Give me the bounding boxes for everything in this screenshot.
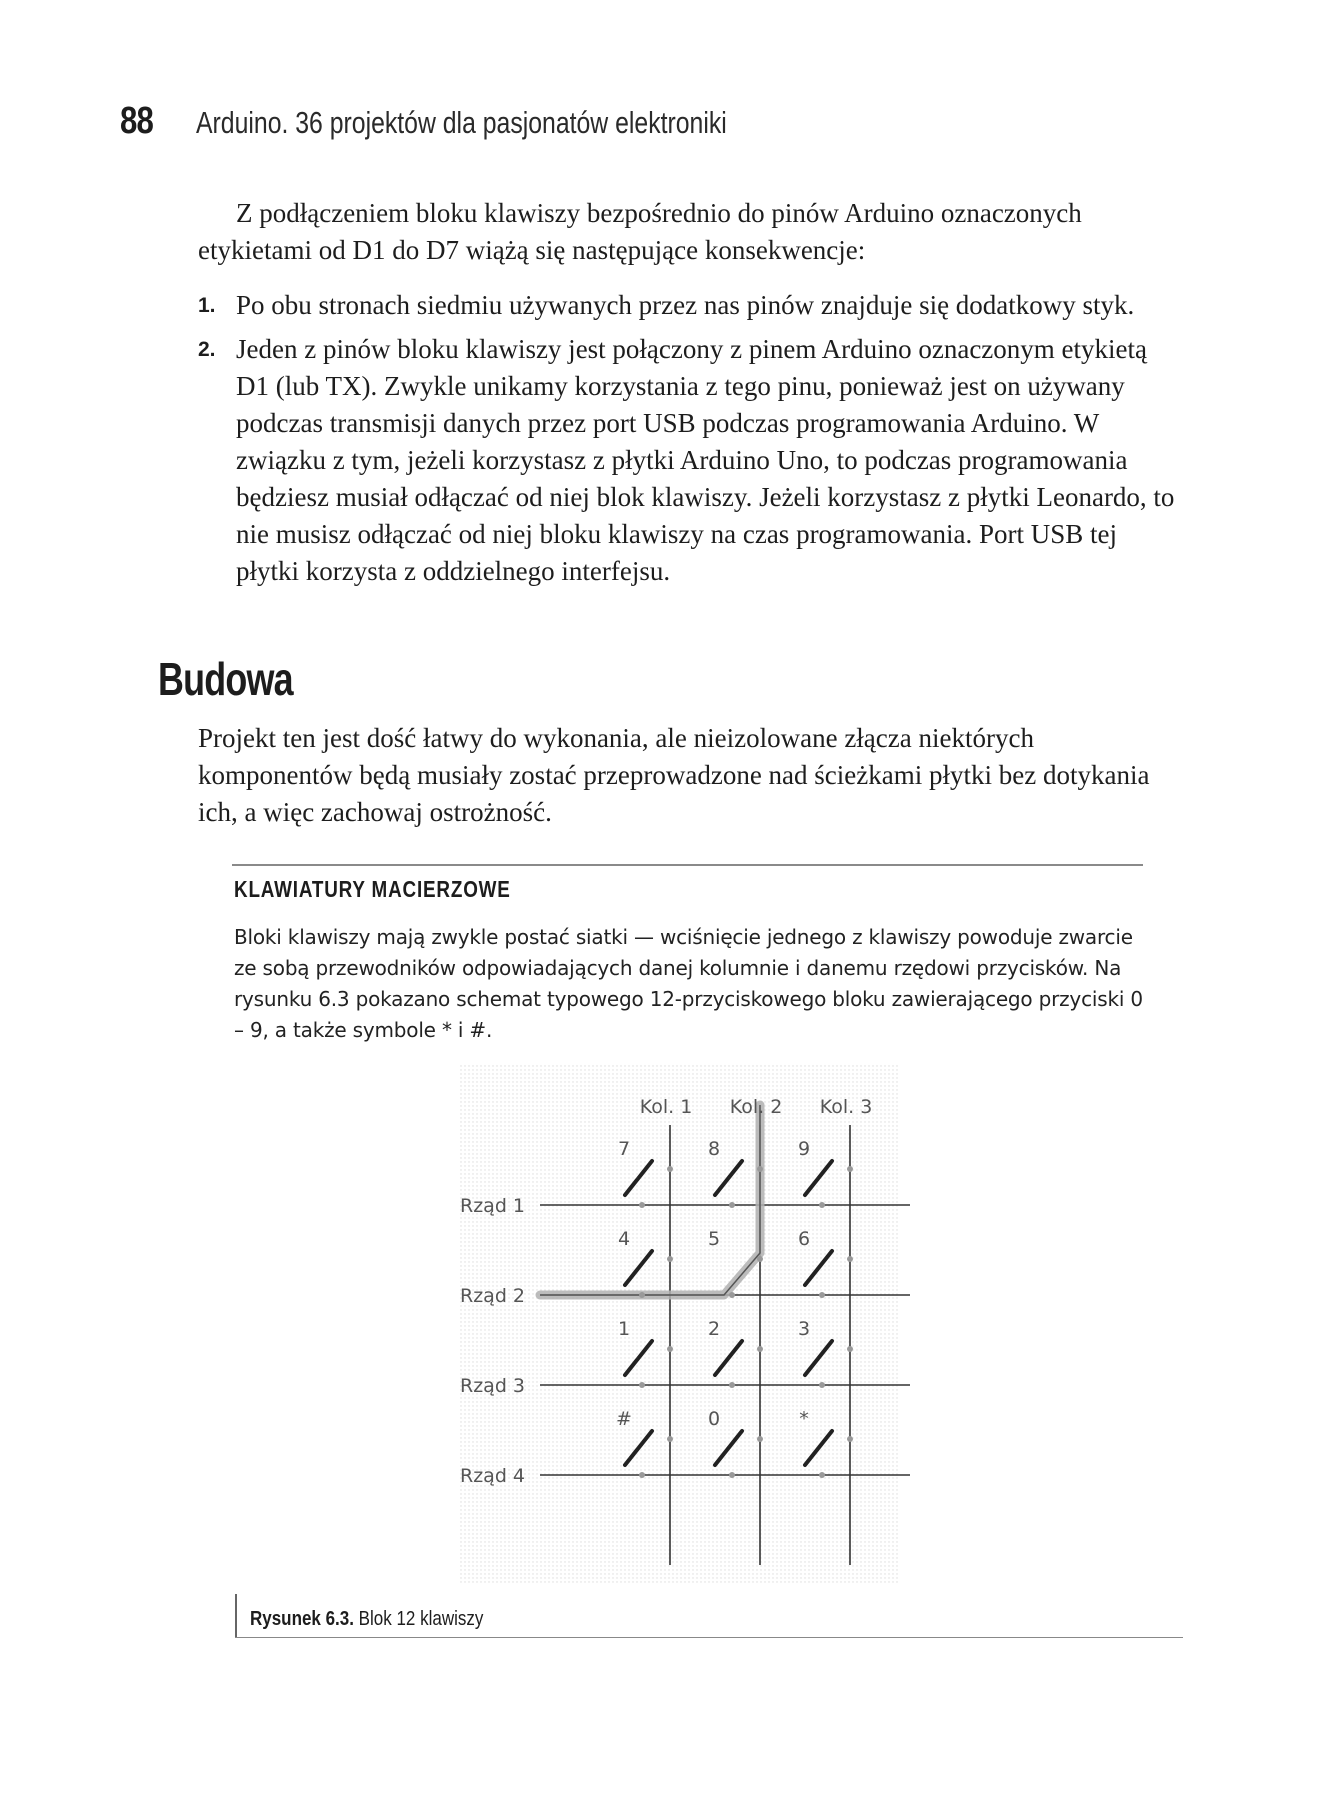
row-label: Rząd 1 bbox=[460, 1195, 526, 1217]
caption-bar bbox=[235, 1594, 237, 1638]
caption-text: Blok 12 klawiszy bbox=[358, 1608, 484, 1630]
section-paragraph: Projekt ten jest dość łatwy do wykonania, ale nieizolowane złącza niektórych komponentów będą musiały zostać przeprowadzone nad ścieżkami płytki bez dotykania ich, a więc zachowaj ostrożność. bbox=[198, 723, 1150, 827]
column-contact bbox=[847, 1436, 853, 1442]
column-label: Kol. 1 bbox=[639, 1096, 693, 1118]
numbered-list bbox=[198, 287, 1183, 597]
row-label: Rząd 3 bbox=[460, 1375, 526, 1397]
key-label: 6 bbox=[797, 1228, 811, 1250]
key-label: 5 bbox=[707, 1228, 721, 1250]
list-item-number: 1. bbox=[198, 294, 216, 317]
caption-label: Rysunek 6.3. bbox=[250, 1608, 354, 1630]
sidebar-title: KLAWIATURY MACIERZOWE bbox=[234, 876, 511, 902]
key-label: 7 bbox=[617, 1138, 631, 1160]
intro-paragraph: Z podłączeniem bloku klawiszy bezpośrednio do pinów Arduino oznaczonych etykietami od D1 do D7 wiążą się następujące konsekwencje: bbox=[198, 198, 1082, 265]
row-contact bbox=[639, 1382, 645, 1388]
keypad-diagram bbox=[440, 1065, 920, 1585]
key-label: 2 bbox=[707, 1318, 721, 1340]
list-item-text: Jeden z pinów bloku klawiszy jest połączony z pinem Arduino oznaczonym etykietą D1 (lub TX). Zwykle unikamy korzystania z tego pinu, ponieważ jest on używany podczas transmisji danych przez port USB podczas programowania Arduino. W związku z tym, jeżeli korzystasz z płytki Arduino Uno, to podczas programowania będziesz musiał odłączać od niej blok klawiszy. Jeżeli korzystasz z płytki Leonardo, to nie musisz odłączać od niej bloku klawiszy na czas programowania. Port USB tej płytki korzysta z oddzielnego interfejsu. bbox=[236, 334, 1175, 586]
column-contact bbox=[847, 1256, 853, 1262]
running-header bbox=[120, 100, 859, 150]
list-item bbox=[198, 287, 1183, 324]
key-label: 4 bbox=[617, 1228, 631, 1250]
row-contact bbox=[639, 1292, 645, 1298]
list-item-number: 2. bbox=[198, 338, 216, 361]
row-contact bbox=[819, 1382, 825, 1388]
column-label: Kol. 3 bbox=[819, 1096, 873, 1118]
list-item bbox=[198, 331, 1183, 590]
column-contact bbox=[757, 1166, 763, 1172]
page-number: 88 bbox=[120, 100, 154, 142]
key-label: 1 bbox=[617, 1318, 631, 1340]
column-contact bbox=[667, 1166, 673, 1172]
caption-rule bbox=[235, 1637, 1183, 1638]
column-contact bbox=[757, 1436, 763, 1442]
row-contact bbox=[639, 1202, 645, 1208]
key-label: 0 bbox=[707, 1408, 721, 1430]
row-contact bbox=[819, 1202, 825, 1208]
figure-background bbox=[460, 1065, 900, 1585]
key-label: 8 bbox=[707, 1138, 721, 1160]
row-contact bbox=[729, 1472, 735, 1478]
row-contact bbox=[819, 1292, 825, 1298]
row-label: Rząd 4 bbox=[460, 1465, 526, 1487]
column-contact bbox=[847, 1166, 853, 1172]
section-heading: Budowa bbox=[158, 653, 293, 705]
row-contact bbox=[729, 1292, 735, 1298]
running-title: Arduino. 36 projektów dla pasjonatów elektroniki bbox=[196, 105, 727, 140]
row-contact bbox=[729, 1202, 735, 1208]
list-item-text: Po obu stronach siedmiu używanych przez nas pinów znajduje się dodatkowy styk. bbox=[236, 290, 1135, 320]
figure-caption bbox=[250, 1608, 483, 1631]
column-label: Kol. 2 bbox=[729, 1096, 783, 1118]
column-contact bbox=[667, 1436, 673, 1442]
key-label: * bbox=[799, 1408, 809, 1430]
column-contact bbox=[667, 1256, 673, 1262]
column-contact bbox=[847, 1346, 853, 1352]
key-label: 3 bbox=[797, 1318, 811, 1340]
row-contact bbox=[729, 1382, 735, 1388]
key-label: # bbox=[616, 1408, 632, 1430]
sidebar-text: Bloki klawiszy mają zwykle postać siatki — wciśnięcie jednego z klawiszy powoduje zwarcie ze sobą przewodników odpowiadających danej kolumnie i danemu rzędowi przycisków. Na rysunku 6.3 pokazano schemat typowego 12-przyciskowego bloku zawierającego przyciski 0 – 9, a także symbole * i #. bbox=[234, 925, 1143, 1042]
keypad-figure bbox=[440, 1065, 920, 1585]
column-contact bbox=[757, 1346, 763, 1352]
key-label: 9 bbox=[797, 1138, 811, 1160]
sidebar-top-rule bbox=[232, 864, 1143, 866]
column-contact bbox=[667, 1346, 673, 1352]
row-label: Rząd 2 bbox=[460, 1285, 526, 1307]
column-contact bbox=[757, 1256, 763, 1262]
row-contact bbox=[639, 1472, 645, 1478]
row-contact bbox=[819, 1472, 825, 1478]
